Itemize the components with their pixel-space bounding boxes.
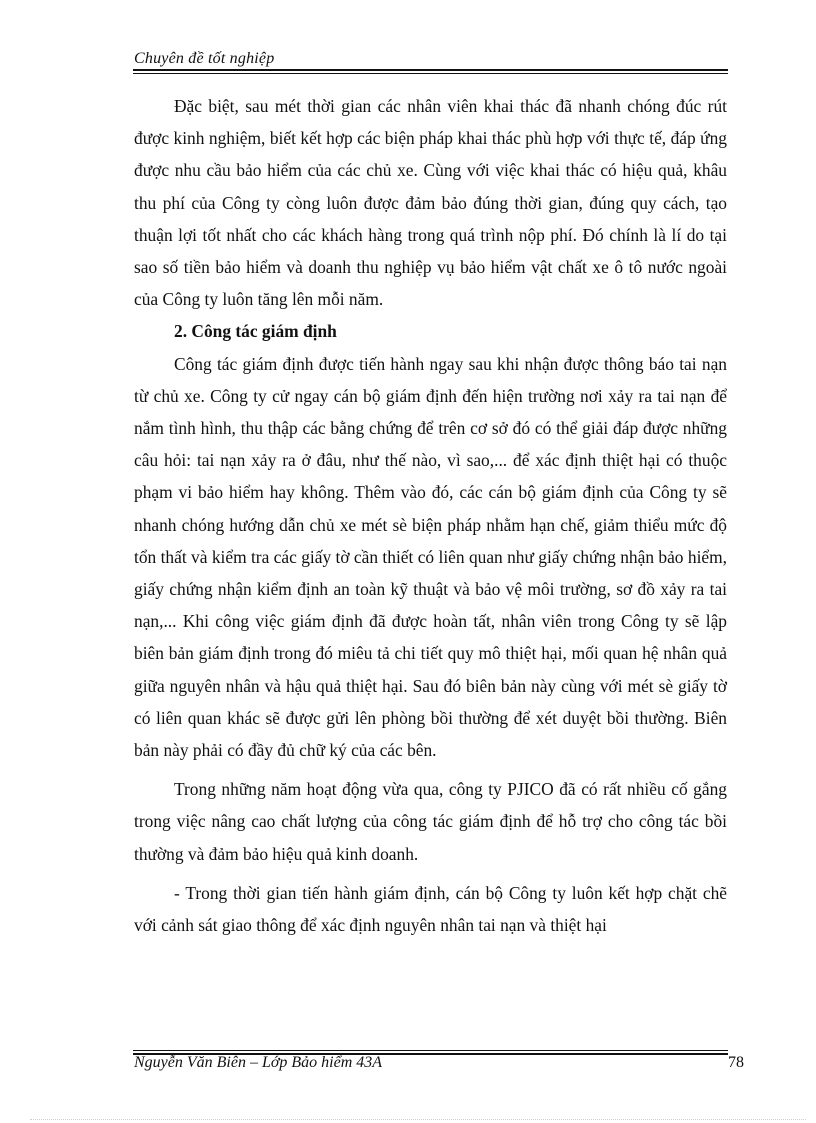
section-heading: 2. Công tác giám định bbox=[174, 321, 337, 342]
header-rule-thin bbox=[133, 73, 728, 74]
document-body bbox=[134, 90, 727, 941]
header-rule-thick bbox=[133, 69, 728, 71]
footer-author: Nguyễn Văn Biên – Lớp Bảo hiểm 43A bbox=[134, 1054, 383, 1071]
paragraph-intro: Đặc biệt, sau mét thời gian các nhân viên khai thác đã nhanh chóng đúc rút được kinh nghiệm, biết kết hợp các biện pháp khai thác phù hợp với thực tế, đáp ứng được nhu cầu bảo hiểm của các chủ xe. Cùng với việc khai thác có hiệu quả, khâu thu phí của Công ty còng luôn được đảm bảo đúng thời gian, đúng quy cách, tạo thuận lợi tốt nhất cho các khách hàng trong quá trình nộp phí. Đó chính là lí do tại sao số tiền bảo hiểm và doanh thu nghiệp vụ bảo hiểm vật chất xe ô tô nước ngoài của Công ty luôn tăng lên mỗi năm. bbox=[134, 96, 727, 310]
footer-rule-thin bbox=[133, 1050, 728, 1051]
paragraph-bullet: - Trong thời gian tiến hành giám định, cán bộ Công ty luôn kết hợp chặt chẽ với cảnh sát giao thông để xác định nguyên nhân tai nạn và thiệt hại bbox=[134, 882, 727, 936]
page-number: 78 bbox=[728, 1054, 744, 1071]
page-header-title: Chuyên đề tốt nghiệp bbox=[134, 50, 275, 67]
paragraph-assessment: Công tác giám định được tiến hành ngay sau khi nhận được thông báo tai nạn từ chủ xe. Công ty cử ngay cán bộ giám định đến hiện trường nơi xảy ra tai nạn để nắm tình hình, thu thập các bằng chứng để trên cơ sở đó có thể giải đáp được những câu hỏi: tai nạn xảy ra ở đâu, như thế nào, vì sao,... để xác định thiệt hại có thuộc phạm vi bảo hiểm hay không. Thêm vào đó, các cán bộ giám định của Công ty sẽ nhanh chóng hướng dẫn chủ xe mét sè biện pháp nhằm hạn chế, giảm thiểu mức độ tổn thất và kiểm tra các giấy tờ cần thiết có liên quan như giấy chứng nhận bảo hiểm, giấy chứng nhận kiểm định an toàn kỹ thuật và bảo vệ môi trường, sơ đồ xảy ra tai nạn,... Khi công việc giám định đã được hoàn tất, nhân viên trong Công ty sẽ lập biên bản giám định trong đó miêu tả chi tiết quy mô thiệt hại, mối quan hệ nhân quả giữa nguyên nhân và hậu quả thiệt hại. Sau đó biên bản này cùng với mét sè giấy tờ có liên quan khác sẽ được gửi lên phòng bồi thường để xét duyệt bồi thường. Biên bản này phải có đầy đủ chữ ký của các bên. bbox=[134, 353, 727, 761]
paragraph-pjico: Trong những năm hoạt động vừa qua, công ty PJICO đã có rất nhiều cố gắng trong việc nâng cao chất lượng của công tác giám định để hỗ trợ cho công tác bồi thường và đảm bảo hiệu quả kinh doanh. bbox=[134, 779, 727, 864]
page-edge-divider bbox=[30, 1119, 806, 1120]
